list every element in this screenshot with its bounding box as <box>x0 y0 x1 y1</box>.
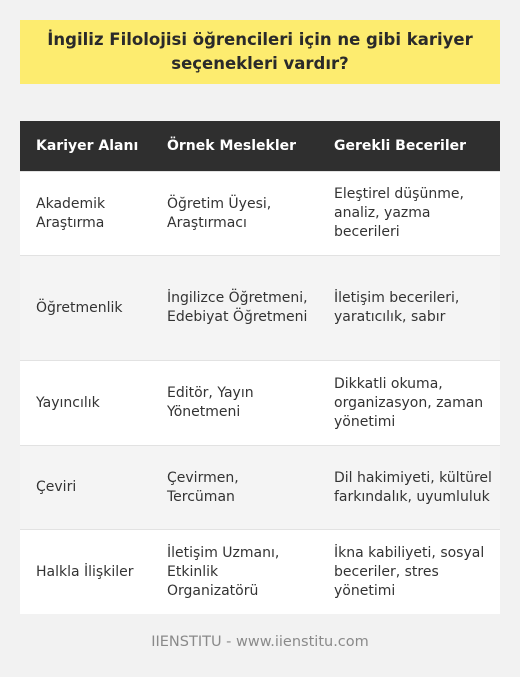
cell-career-area: Halkla İlişkiler <box>20 530 151 615</box>
cell-example-jobs: Öğretim Üyesi, Araştırmacı <box>151 172 318 256</box>
column-header-required-skills: Gerekli Beceriler <box>318 121 500 172</box>
cell-example-jobs: Çevirmen, Tercüman <box>151 446 318 530</box>
cell-required-skills: Dil hakimiyeti, kültürel farkındalık, uyumluluk <box>318 446 500 530</box>
table-row <box>20 361 500 446</box>
table-row <box>20 172 500 256</box>
cell-required-skills: Dikkatli okuma, organizasyon, zaman yönetimi <box>318 361 500 446</box>
cell-required-skills: İletişim becerileri, yaratıcılık, sabır <box>318 256 500 361</box>
cell-required-skills: Eleştirel düşünme, analiz, yazma becerileri <box>318 172 500 256</box>
career-table <box>20 121 500 614</box>
cell-required-skills: İkna kabiliyeti, sosyal beceriler, stres yönetimi <box>318 530 500 615</box>
cell-career-area: Yayıncılık <box>20 361 151 446</box>
cell-example-jobs: Editör, Yayın Yönetmeni <box>151 361 318 446</box>
column-header-career-area: Kariyer Alanı <box>20 121 151 172</box>
cell-example-jobs: İngilizce Öğretmeni, Edebiyat Öğretmeni <box>151 256 318 361</box>
column-header-example-jobs: Örnek Meslekler <box>151 121 318 172</box>
page-title: İngiliz Filolojisi öğrencileri için ne gibi kariyer seçenekleri vardır? <box>47 30 473 73</box>
cell-career-area: Akademik Araştırma <box>20 172 151 256</box>
table-row <box>20 256 500 361</box>
table-header-row <box>20 121 500 172</box>
cell-career-area: Çeviri <box>20 446 151 530</box>
footer-credit: IIENSTITU - www.iienstitu.com <box>151 634 369 650</box>
table-row <box>20 446 500 530</box>
cell-example-jobs: İletişim Uzmanı, Etkinlik Organizatörü <box>151 530 318 615</box>
title-banner <box>20 20 500 84</box>
table-row <box>20 530 500 615</box>
cell-career-area: Öğretmenlik <box>20 256 151 361</box>
